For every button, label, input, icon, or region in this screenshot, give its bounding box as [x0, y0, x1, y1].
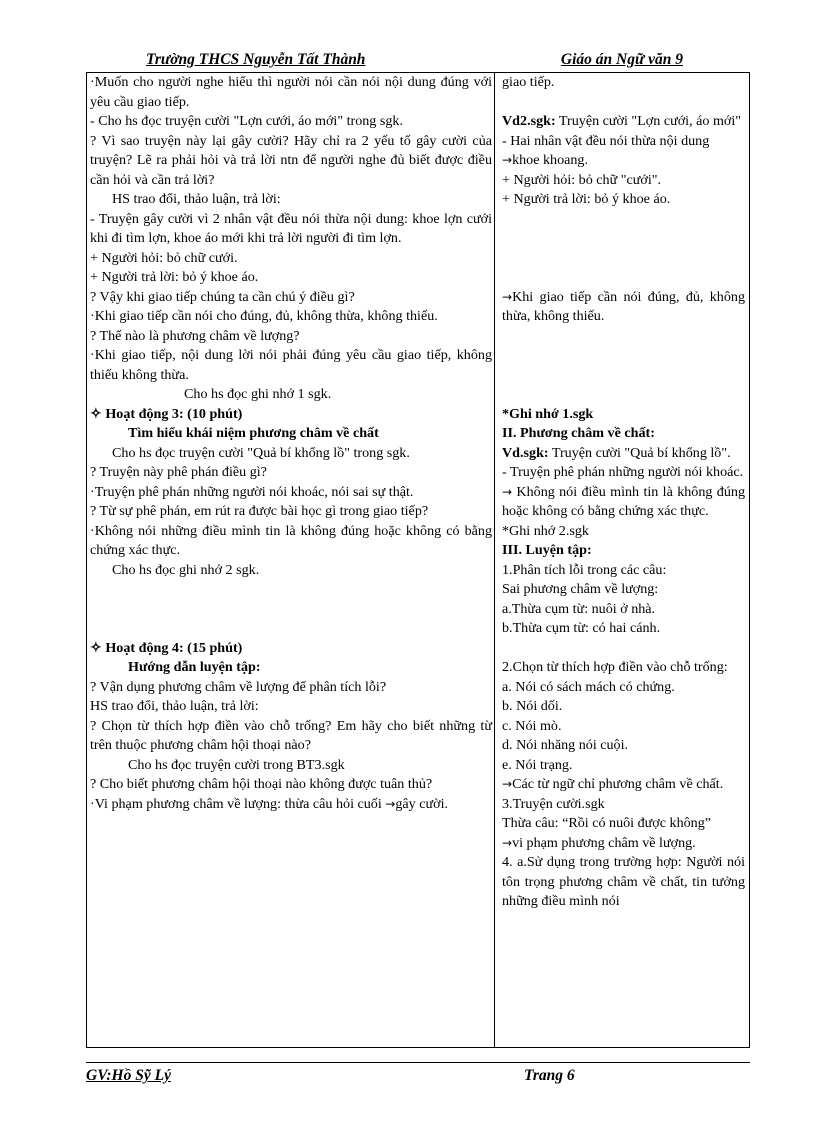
text-line: Cho hs đọc truyện cười trong BT3.sgk	[128, 756, 345, 773]
section-heading: III. Luyện tập:	[502, 542, 592, 558]
text-line: ? Vậy khi giao tiếp chúng ta cần chú ý điều gì?	[90, 288, 355, 305]
text-line: ? Từ sự phê phán, em rút ra được bài học gì trong giao tiếp?	[90, 503, 429, 519]
page-footer	[86, 1062, 750, 1084]
text-line: - Truyện gây cười vì 2 nhân vật đều nói thừa nội dung: khoe lợn cưới khi đi tìm lợn, khoe áo mới khi trả lời người đi tìm lợn.	[90, 210, 492, 246]
arrow-icon: →	[502, 153, 513, 167]
text-line: a.Thừa cụm từ: nuôi ở nhà.	[502, 600, 656, 617]
text-line: + Người hỏi: bỏ chữ "cưới".	[502, 171, 662, 188]
text-line: b.Thừa cụm từ: có hai cánh.	[502, 620, 661, 636]
memo-heading: *Ghi nhớ 1.sgk	[502, 405, 594, 422]
text-line: Vd.sgk: Truyện cười "Quả bí khổng lồ".	[502, 444, 731, 461]
text-line: Sai phương châm về lượng:	[502, 581, 659, 597]
teacher-name: GV:Hồ Sỹ Lý	[86, 1067, 171, 1084]
page-number: Trang 6	[524, 1067, 575, 1084]
column-divider	[494, 73, 495, 1047]
text-line: c. Nói mò.	[502, 717, 562, 734]
content-column	[502, 73, 745, 912]
text-line: - Truyện phê phán những người nói khoác.	[502, 464, 744, 480]
activity-4-heading: ✧ Hoạt động 4: (15 phút)	[90, 639, 243, 656]
text-line: ·Vi phạm phương châm về lượng: thừa câu hỏi cuối →gây cười.	[90, 795, 449, 812]
text-line: ? Thế nào là phương châm về lượng?	[90, 327, 300, 344]
arrow-icon: →	[502, 777, 513, 791]
text-line: e. Nói trạng.	[502, 756, 573, 773]
activity-4-subheading: Hướng dẫn luyện tập:	[128, 659, 261, 675]
text-line: HS trao đổi, thảo luận, trả lời:	[90, 698, 259, 714]
text-line: ? Vì sao truyện này lại gây cười? Hãy chỉ ra 2 yếu tố gây cười của truyện? Lẽ ra phải hỏi và trả lời ntn để người nghe đủ biết được điều cần hỏi và cần trả lời?	[90, 132, 492, 188]
arrow-icon: →	[502, 484, 513, 499]
text-line: + Người hỏi: bỏ chữ cưới.	[90, 249, 238, 266]
text-line: Cho hs đọc ghi nhớ 2 sgk.	[112, 561, 260, 578]
text-line: + Người trả lời: bỏ ý khoe áo.	[502, 191, 671, 207]
text-line: ·Khi giao tiếp, nội dung lời nói phải đúng yêu cầu giao tiếp, không thiếu không thừa.	[90, 347, 492, 383]
text-line: Cho hs đọc truyện cười "Quả bí khổng lồ" trong sgk.	[112, 444, 410, 461]
text-line: + Người trả lời: bỏ ý khoe áo.	[90, 269, 259, 285]
text-line: - Hai nhân vật đều nói thừa nội dung	[502, 132, 710, 149]
text-line: →vi phạm phương châm về lượng.	[502, 834, 696, 851]
text-line: ·Khi giao tiếp cần nói cho đúng, đủ, không thừa, không thiếu.	[90, 308, 438, 324]
text-line: 2.Chọn từ thích hợp điền vào chỗ trống:	[502, 659, 728, 675]
activity-3-subheading: Tìm hiểu khái niệm phương châm về chất	[128, 425, 379, 441]
text-line: ? Cho biết phương châm hội thoại nào không được tuân thủ?	[90, 776, 433, 792]
text-line: →Các từ ngữ chỉ phương châm về chất.	[502, 776, 724, 792]
text-line: ·Truyện phê phán những người nói khoác, nói sai sự thật.	[90, 483, 414, 500]
text-line: → Không nói điều mình tin là không đúng hoặc không có bằng chứng xác thực.	[502, 483, 745, 519]
text-line: d. Nói nhăng nói cuội.	[502, 737, 629, 753]
text-line: *Ghi nhớ 2.sgk	[502, 522, 589, 539]
school-name: Trường THCS Nguyễn Tất Thành	[146, 51, 366, 68]
text-line: ·Không nói những điều mình tin là không đúng hoặc không có bằng chứng xác thực.	[90, 522, 492, 558]
text-line: 4. a.Sử dụng trong trường hợp: Người nói tôn trọng phương châm về chất, tin tưởng những điều mình nói	[502, 854, 745, 909]
text-line: Cho hs đọc ghi nhớ 1 sgk.	[184, 386, 332, 402]
text-line: →khoe khoang.	[502, 152, 588, 168]
lesson-table	[86, 72, 750, 1048]
text-line: ? Truyện này phê phán điều gì?	[90, 464, 267, 480]
text-line: ·Muốn cho người nghe hiểu thì người nói cần nói nội dung đúng với yêu cầu giao tiếp.	[90, 74, 492, 110]
subject-title: Giáo án Ngữ văn 9	[560, 51, 683, 68]
text-line: 3.Truyện cười.sgk	[502, 795, 605, 812]
page-header	[86, 51, 746, 73]
text-line: b. Nói dối.	[502, 698, 563, 714]
section-heading: II. Phương châm về chất:	[502, 425, 655, 441]
text-line: 1.Phân tích lỗi trong các câu:	[502, 561, 667, 578]
arrow-icon: →	[502, 289, 513, 304]
activities-column	[90, 73, 492, 814]
text-line: a. Nói có sách mách có chứng.	[502, 678, 675, 695]
text-line: giao tiếp.	[502, 74, 555, 90]
text-line: Vd2.sgk: Truyện cười "Lợn cưới, áo mới"	[502, 113, 742, 129]
arrow-icon: →	[502, 835, 513, 850]
text-line: Thừa câu: “Rồi có nuôi được không”	[502, 815, 712, 831]
arrow-icon: →	[385, 796, 396, 811]
text-line: →Khi giao tiếp cần nói đúng, đủ, không thừa, không thiếu.	[502, 288, 745, 324]
text-line: - Cho hs đọc truyện cười "Lợn cưới, áo mới" trong sgk.	[90, 113, 403, 129]
activity-3-heading: ✧ Hoạt động 3: (10 phút)	[90, 405, 243, 422]
text-line: HS trao đổi, thảo luận, trả lời:	[112, 191, 281, 207]
text-line: ? Vận dụng phương châm về lượng để phân tích lỗi?	[90, 678, 387, 695]
text-line: ? Chọn từ thích hợp điền vào chỗ trống? Em hãy cho biết những từ trên thuộc phương châm hội thoại nào?	[90, 717, 492, 753]
